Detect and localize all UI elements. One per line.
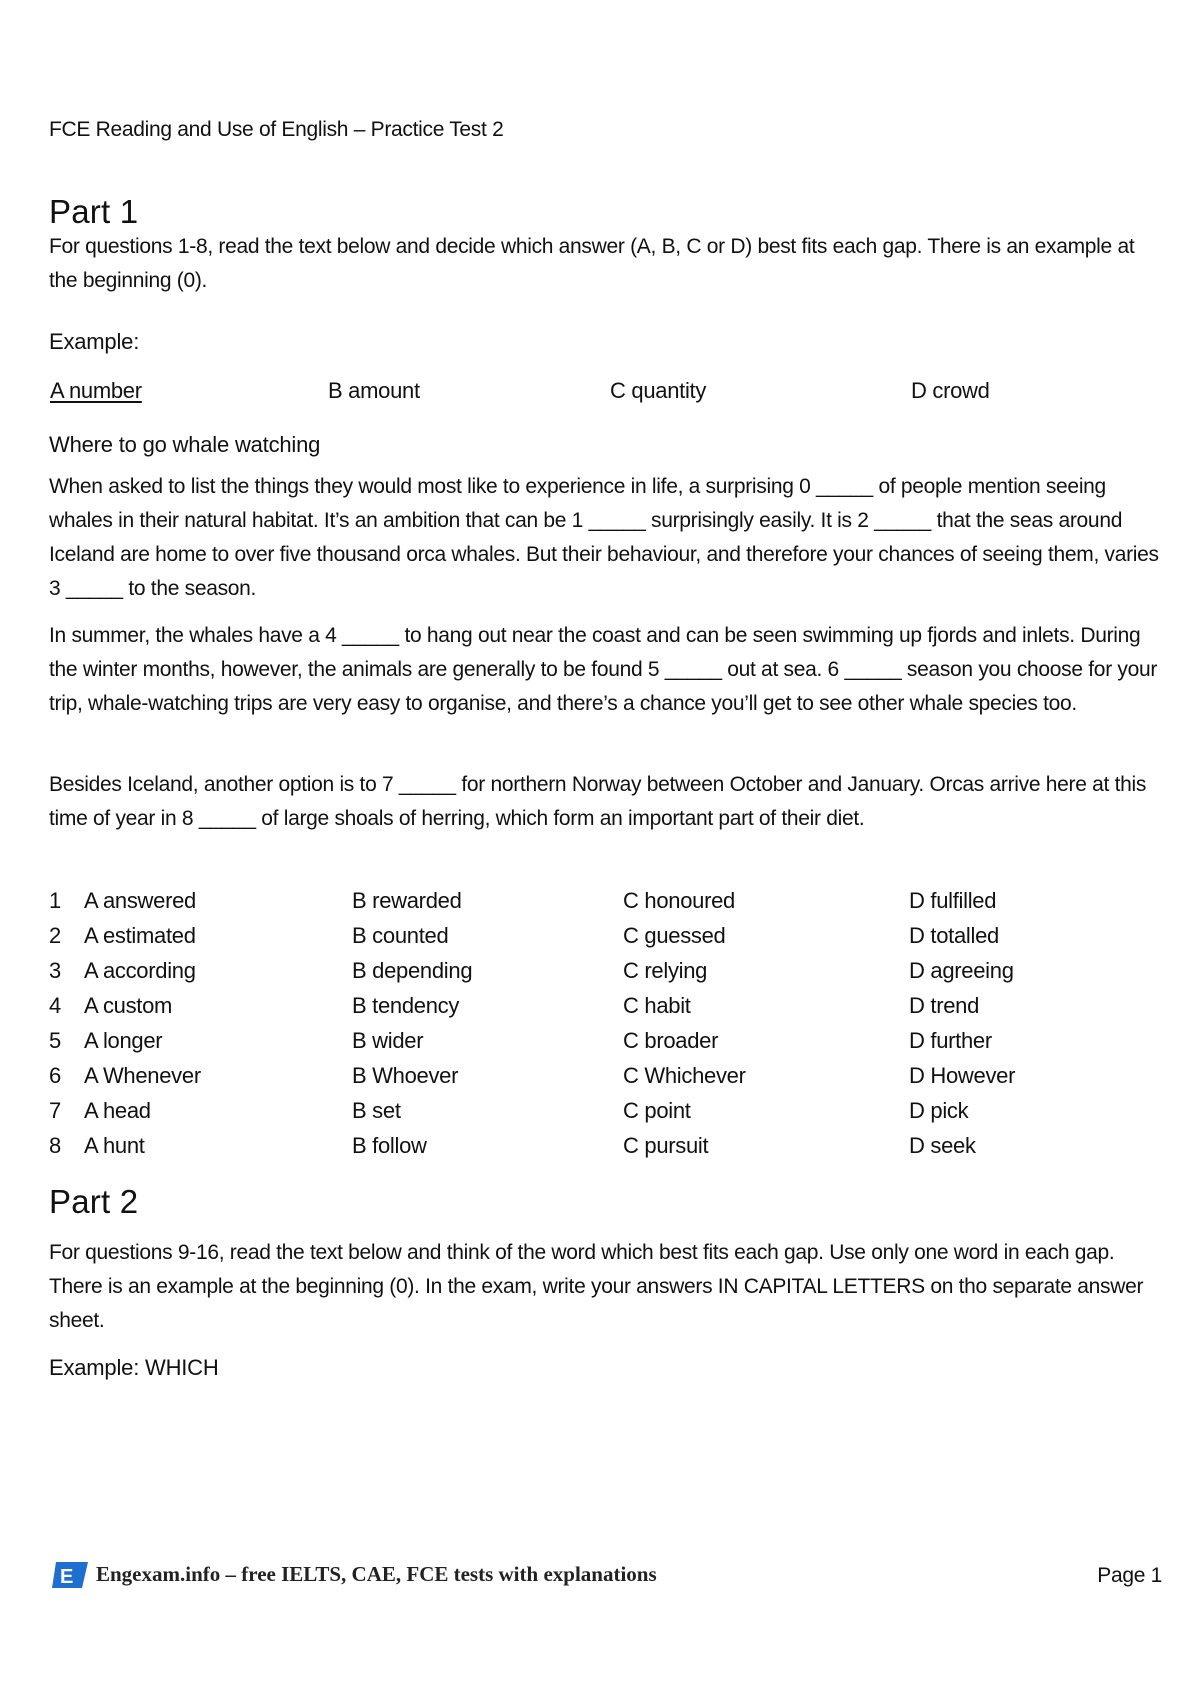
option-a: A longer xyxy=(84,1028,163,1053)
part1-heading: Part 1 xyxy=(49,193,139,230)
engexam-logo-icon xyxy=(52,1562,88,1588)
options-row xyxy=(0,1063,1200,1098)
example-option-c: C quantity xyxy=(610,378,707,403)
text-paragraph-1: When asked to list the things they would most like to experience in life, a surprising 0 _____ of people mention seeing whales in their natural habitat. It’s an ambition that can be 1 _____ surprisingly easily. It is 2 _____ that the seas around Iceland are home to over five thousand orca whales. But their behaviour, and therefore your chances of seeing them, varies 3 _____ to the season. xyxy=(49,475,1159,600)
svg-text:E: E xyxy=(60,1566,74,1588)
question-number: 5 xyxy=(49,1028,61,1053)
option-b: B depending xyxy=(352,958,473,983)
option-d: D However xyxy=(909,1063,1016,1088)
options-row xyxy=(0,958,1200,993)
document-title: FCE Reading and Use of English – Practice Test 2 xyxy=(49,118,504,141)
option-c: C pursuit xyxy=(623,1133,709,1158)
option-c: C point xyxy=(623,1098,691,1123)
option-b: B set xyxy=(352,1098,401,1123)
footer-site-text: Engexam.info – free IELTS, CAE, FCE tests with explanations xyxy=(96,1562,657,1586)
option-a: A custom xyxy=(84,993,173,1018)
option-a: A head xyxy=(84,1098,151,1123)
part2-example: Example: WHICH xyxy=(49,1355,219,1380)
question-number: 8 xyxy=(49,1133,61,1158)
option-d: D trend xyxy=(909,993,980,1018)
question-number: 4 xyxy=(49,993,61,1018)
options-row xyxy=(0,1133,1200,1168)
question-number: 2 xyxy=(49,923,61,948)
option-a: A estimated xyxy=(84,923,196,948)
option-d: D totalled xyxy=(909,923,999,948)
page-number: Page 1 xyxy=(1097,1564,1162,1587)
option-a: A hunt xyxy=(84,1133,145,1158)
option-a: A answered xyxy=(84,888,196,913)
part2-instructions: For questions 9-16, read the text below and think of the word which best fits each gap. Use only one word in each gap. There is an example at the beginning (0). In the exam, write your answers IN CAPITAL LETTERS on tho separate answer sheet. xyxy=(49,1241,1144,1332)
option-d: D fulfilled xyxy=(909,888,997,913)
option-b: B Whoever xyxy=(352,1063,459,1088)
option-d: D seek xyxy=(909,1133,976,1158)
options-row xyxy=(0,993,1200,1028)
text-title: Where to go whale watching xyxy=(49,432,321,457)
text-paragraph-3: Besides Iceland, another option is to 7 _____ for northern Norway between October and January. Orcas arrive here at this time of year in 8 _____ of large shoals of herring, which form an important part of their diet. xyxy=(49,773,1147,830)
page-footer xyxy=(52,1560,1162,1596)
option-b: B tendency xyxy=(352,993,460,1018)
question-number: 3 xyxy=(49,958,61,983)
option-b: B counted xyxy=(352,923,449,948)
option-c: C broader xyxy=(623,1028,719,1053)
option-d: D further xyxy=(909,1028,992,1053)
options-row xyxy=(0,1028,1200,1063)
option-c: C habit xyxy=(623,993,691,1018)
option-b: B rewarded xyxy=(352,888,462,913)
part1-example-label: Example: xyxy=(49,329,140,354)
question-number: 7 xyxy=(49,1098,61,1123)
option-b: B follow xyxy=(352,1133,427,1158)
example-option-a: A number xyxy=(50,378,142,403)
question-number: 6 xyxy=(49,1063,61,1088)
question-number: 1 xyxy=(49,888,61,913)
option-c: C honoured xyxy=(623,888,735,913)
example-option-d: D crowd xyxy=(911,378,990,403)
option-a: A according xyxy=(84,958,196,983)
option-d: D pick xyxy=(909,1098,969,1123)
option-c: C relying xyxy=(623,958,708,983)
option-a: A Whenever xyxy=(84,1063,201,1088)
example-option-b: B amount xyxy=(328,378,420,403)
options-row xyxy=(0,1098,1200,1133)
option-d: D agreeing xyxy=(909,958,1014,983)
option-c: C Whichever xyxy=(623,1063,746,1088)
text-paragraph-2: In summer, the whales have a 4 _____ to hang out near the coast and can be seen swimming up fjords and inlets. During the winter months, however, the animals are generally to be found 5 _____ out at sea. 6 _____ season you choose for your trip, whale-watching trips are very easy to organise, and there’s a chance you’ll get to see other whale species too. xyxy=(49,624,1158,715)
part1-instructions: For questions 1-8, read the text below and decide which answer (A, B, C or D) best fits each gap. There is an example at the beginning (0). xyxy=(49,235,1135,292)
option-b: B wider xyxy=(352,1028,424,1053)
part2-heading: Part 2 xyxy=(49,1183,139,1220)
options-row xyxy=(0,923,1200,958)
option-c: C guessed xyxy=(623,923,726,948)
options-row xyxy=(0,888,1200,923)
